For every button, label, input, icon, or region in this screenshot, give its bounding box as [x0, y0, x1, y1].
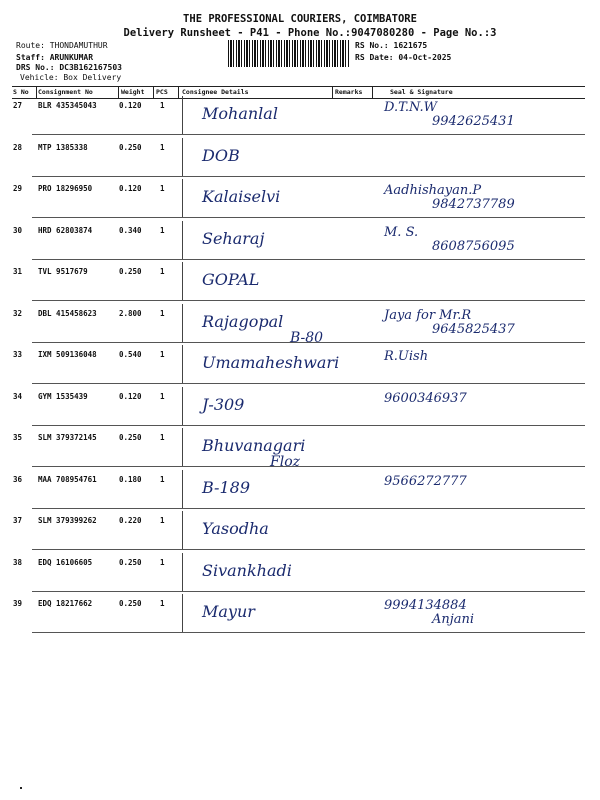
table-row — [12, 96, 585, 137]
route-label: Route: THONDAMUTHUR — [16, 41, 108, 50]
table-row — [12, 221, 585, 262]
extra-handwriting: Floz — [270, 454, 300, 470]
row-pcs: 1 — [160, 350, 165, 359]
row-divider — [32, 466, 585, 467]
signature-handwriting: 9600346937 — [384, 390, 467, 406]
row-weight: 0.250 — [119, 142, 142, 152]
row-consignment: GYM 1535439 — [38, 391, 88, 401]
phone-handwriting: 9842737789 — [432, 197, 515, 212]
row-weight: 0.250 — [119, 433, 142, 442]
col-consignment: Consignment No — [38, 88, 93, 96]
row-consignment: BLR 435345043 — [38, 101, 97, 110]
table-row — [12, 138, 585, 179]
signature-handwriting: Jaya for Mr.R — [384, 307, 472, 323]
row-pcs: 1 — [160, 225, 165, 235]
row-consignment: DBL 415458623 — [38, 308, 97, 318]
row-pcs: 1 — [160, 433, 165, 442]
row-consignment: MTP 1385338 — [38, 142, 88, 152]
row-divider — [32, 549, 585, 550]
row-consignment: SLM 379399262 — [38, 516, 97, 525]
vehicle-label: Vehicle: Box Delivery — [20, 73, 122, 82]
row-sno: 33 — [13, 350, 23, 359]
consignee-handwriting: Mohanlal — [202, 104, 278, 123]
row-divider — [32, 383, 585, 384]
row-sno: 37 — [13, 516, 23, 525]
phone-handwriting: Anjani — [432, 612, 475, 627]
row-pcs: 1 — [160, 101, 165, 110]
row-weight: 0.250 — [119, 557, 142, 567]
row-weight: 2.800 — [119, 308, 142, 318]
row-consignment: MAA 708954761 — [38, 474, 97, 484]
row-divider — [32, 591, 585, 592]
row-weight: 0.120 — [119, 184, 142, 193]
col-weight: Weight — [121, 88, 145, 96]
row-pcs: 1 — [160, 557, 165, 567]
row-sno: 38 — [13, 557, 23, 567]
consignee-handwriting: Mayur — [202, 602, 255, 621]
company-title: THE PROFESSIONAL COURIERS, COIMBATORE — [183, 13, 417, 25]
consignee-handwriting: Sivankhadi — [202, 560, 292, 580]
row-pcs: 1 — [160, 267, 165, 276]
table-row — [12, 387, 585, 428]
row-pcs: 1 — [160, 516, 165, 525]
row-divider — [32, 425, 585, 426]
row-sno: 30 — [13, 225, 23, 235]
table-row — [12, 262, 585, 303]
signature-handwriting: Aadhishayan.P — [384, 183, 482, 198]
row-weight: 0.120 — [119, 101, 142, 110]
row-consignment: TVL 9517679 — [38, 267, 88, 276]
signature-handwriting: 9566272777 — [384, 473, 467, 489]
signature-handwriting: M. S. — [384, 224, 419, 240]
row-consignment: PRO 18296950 — [38, 184, 93, 193]
col-sno: S No — [13, 88, 29, 96]
col-remarks: Remarks — [335, 88, 363, 96]
row-sno: 27 — [13, 101, 23, 110]
row-sno: 32 — [13, 308, 23, 318]
row-weight: 0.540 — [119, 350, 142, 359]
row-sno: 35 — [13, 433, 23, 442]
row-consignment: EDQ 16106605 — [38, 557, 93, 567]
barcode-image — [228, 40, 350, 67]
col-consignee: Consignee Details — [182, 88, 249, 96]
table-row — [12, 345, 585, 386]
signature-handwriting: D.T.N.W — [384, 100, 438, 115]
consignee-handwriting: Bhuvanagari — [202, 436, 306, 455]
row-sno: 29 — [13, 184, 23, 193]
row-pcs: 1 — [160, 142, 165, 152]
row-weight: 0.250 — [119, 267, 142, 276]
row-weight: 0.250 — [119, 599, 142, 608]
row-sno: 39 — [13, 599, 23, 608]
table-row — [12, 511, 585, 552]
consignee-handwriting: Seharaj — [202, 228, 265, 248]
row-consignment: SLM 379372145 — [38, 433, 97, 442]
row-pcs: 1 — [160, 599, 165, 608]
col-seal: Seal & Signature — [390, 88, 453, 96]
consignee-handwriting: Yasodha — [202, 519, 269, 538]
row-divider — [32, 632, 585, 633]
row-divider — [32, 508, 585, 509]
row-divider — [32, 217, 585, 218]
page-dot — [20, 787, 22, 789]
row-pcs: 1 — [160, 391, 165, 401]
consignee-handwriting: J-309 — [202, 394, 245, 414]
row-pcs: 1 — [160, 308, 165, 318]
row-weight: 0.340 — [119, 225, 142, 235]
row-consignment: IXM 509136048 — [38, 350, 97, 359]
consignee-handwriting: B-189 — [202, 477, 250, 497]
table-row — [12, 553, 585, 594]
row-sno: 31 — [13, 267, 23, 276]
consignee-handwriting: GOPAL — [202, 270, 260, 289]
phone-handwriting: 8608756095 — [432, 238, 515, 254]
row-sno: 28 — [13, 142, 23, 152]
extra-handwriting: B-80 — [290, 329, 324, 346]
consignee-handwriting: Kalaiselvi — [202, 187, 281, 206]
phone-handwriting: 9645825437 — [432, 321, 515, 337]
drs-label: DRS No.: DC3B162167503 — [16, 63, 122, 72]
row-divider — [32, 300, 585, 301]
signature-handwriting: 9994134884 — [384, 598, 467, 613]
signature-handwriting: R.Uish — [384, 349, 429, 364]
row-consignment: EDQ 18217662 — [38, 599, 93, 608]
row-divider — [32, 176, 585, 177]
rs-number: RS No.: 1621675 — [355, 41, 428, 50]
col-pcs: PCS — [156, 88, 168, 96]
table-row — [12, 179, 585, 220]
row-weight: 0.120 — [119, 391, 142, 401]
row-sno: 34 — [13, 391, 23, 401]
row-consignment: HRD 62803874 — [38, 225, 93, 235]
staff-label: Staff: ARUNKUMAR — [16, 53, 94, 62]
consignee-handwriting: DOB — [202, 145, 240, 165]
rs-date: RS Date: 04-Oct-2025 — [355, 53, 452, 62]
table-row — [12, 470, 585, 511]
row-pcs: 1 — [160, 184, 165, 193]
row-sno: 36 — [13, 474, 23, 484]
table-row — [12, 594, 585, 635]
consignee-handwriting: Umamaheshwari — [202, 353, 340, 372]
phone-handwriting: 9942625431 — [432, 114, 515, 129]
row-weight: 0.220 — [119, 516, 142, 525]
row-divider — [32, 259, 585, 260]
row-pcs: 1 — [160, 474, 165, 484]
row-divider — [32, 134, 585, 135]
row-weight: 0.180 — [119, 474, 142, 484]
consignee-handwriting: Rajagopal — [202, 311, 284, 331]
runsheet-title: Delivery Runsheet - P41 - Phone No.:9047080280 - Page No.:3 — [123, 27, 497, 39]
